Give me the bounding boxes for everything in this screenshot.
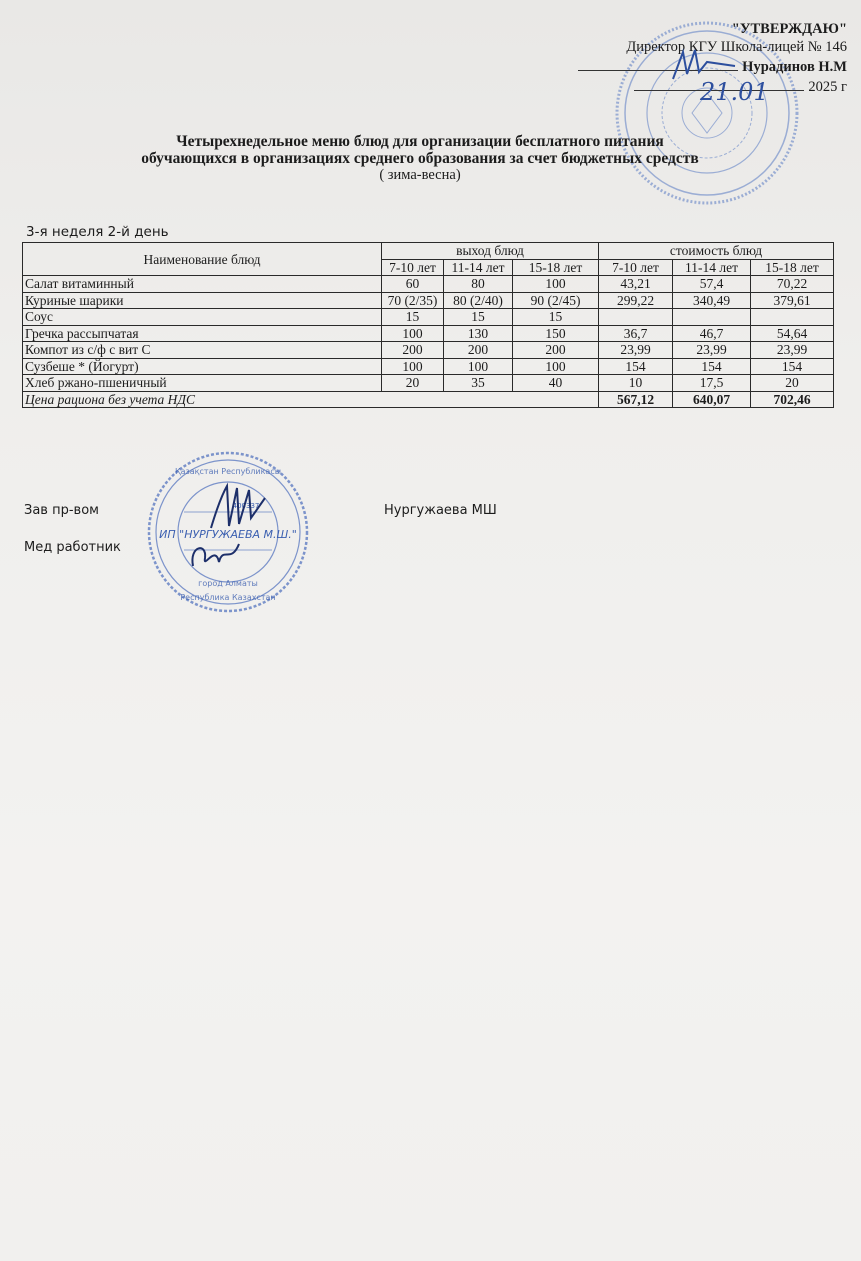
dish-name: Компот из с/ф с вит С [23,342,382,359]
approval-heading: "УТВЕРЖДАЮ" [731,21,847,37]
header-dish-name: Наименование блюд [23,243,382,276]
manager-name: Нургужаева МШ [384,503,497,518]
menu-table [22,242,834,408]
output-cell: 200 [444,342,513,359]
stamp-number: 400337 [232,502,260,510]
dish-name: Сузбеше * (Йогурт) [23,358,382,375]
output-cell: 130 [444,325,513,342]
manager-signature [205,478,275,538]
svg-text:Қазақстан Республикасы: Қазақстан Республикасы [174,467,282,476]
output-cell: 100 [513,358,599,375]
approval-name: Нурадинов Н.М [742,59,847,75]
stamp-center-text: ИП "НУРГУЖАЕВА М.Ш." [159,528,297,541]
header-cost: стоимость блюд [599,243,834,260]
output-cell: 60 [382,276,444,293]
header-cost-age-2: 11-14 лет [673,259,751,276]
cost-cell: 23,99 [673,342,751,359]
document-title [100,133,740,184]
output-cell: 200 [382,342,444,359]
output-cell: 70 (2/35) [382,292,444,309]
title-line-1: Четырехнедельное меню блюд для организации бесплатного питания [176,133,664,150]
output-cell: 150 [513,325,599,342]
output-cell: 15 [444,309,513,326]
entrepreneur-round-stamp [146,450,310,614]
cost-cell: 20 [751,375,834,392]
header-cost-age-3: 15-18 лет [751,259,834,276]
cost-cell: 154 [751,358,834,375]
cost-cell: 340,49 [673,292,751,309]
cost-cell: 57,4 [673,276,751,293]
cost-cell: 43,21 [599,276,673,293]
dish-name: Куриные шарики [23,292,382,309]
table-row [23,375,834,392]
output-cell: 100 [382,325,444,342]
output-cell: 100 [513,276,599,293]
header-output-age-1: 7-10 лет [382,259,444,276]
svg-text:Республика Казахстан: Республика Казахстан [180,593,276,602]
output-cell: 100 [444,358,513,375]
header-output-age-2: 11-14 лет [444,259,513,276]
cost-cell: 23,99 [599,342,673,359]
approval-position: Директор КГУ Школа-лицей № 146 [626,39,847,55]
output-cell: 80 (2/40) [444,292,513,309]
output-cell: 200 [513,342,599,359]
output-cell: 15 [382,309,444,326]
total-label: Цена рациона без учета НДС [23,391,599,408]
medic-label: Мед работник [24,540,121,555]
header-cost-age-1: 7-10 лет [599,259,673,276]
output-cell: 80 [444,276,513,293]
cost-cell: 17,5 [673,375,751,392]
cost-cell: 36,7 [599,325,673,342]
table-row [23,342,834,359]
table-row [23,292,834,309]
header-output-age-3: 15-18 лет [513,259,599,276]
approval-block [578,20,847,96]
total-cost-cell: 567,12 [599,391,673,408]
season: ( зима-весна) [379,167,461,183]
table-row [23,358,834,375]
cost-cell: 70,22 [751,276,834,293]
cost-cell: 379,61 [751,292,834,309]
total-cost-cell: 640,07 [673,391,751,408]
medic-signature [185,536,245,576]
dish-name: Хлеб ржано-пшеничный [23,375,382,392]
approval-year: 2025 г [808,79,847,95]
table-row [23,325,834,342]
output-cell: 100 [382,358,444,375]
cost-cell: 46,7 [673,325,751,342]
output-cell: 35 [444,375,513,392]
output-cell: 20 [382,375,444,392]
table-row [23,309,834,326]
total-cost-cell: 702,46 [751,391,834,408]
cost-cell: 154 [599,358,673,375]
output-cell: 90 (2/45) [513,292,599,309]
cost-cell: 23,99 [751,342,834,359]
dish-name: Гречка рассыпчатая [23,325,382,342]
output-cell: 15 [513,309,599,326]
date-line [634,76,804,91]
dish-name: Соус [23,309,382,326]
svg-text:город Алматы: город Алматы [198,579,258,588]
cost-cell: 54,64 [751,325,834,342]
cost-cell [751,309,834,326]
cost-cell: 154 [673,358,751,375]
handwritten-date: 21.01 [700,78,769,106]
manager-label: Зав пр-вом [24,503,99,518]
cost-cell [599,309,673,326]
week-day-label: 3-я неделя 2-й день [26,224,169,240]
title-line-2: обучающихся в организациях среднего образования за счет бюджетных средств [141,150,699,167]
total-row [23,391,834,408]
header-output: выход блюд [382,243,599,260]
signature-line [578,56,738,71]
table-row [23,276,834,293]
cost-cell: 299,22 [599,292,673,309]
dish-name: Салат витаминный [23,276,382,293]
cost-cell: 10 [599,375,673,392]
output-cell: 40 [513,375,599,392]
cost-cell [673,309,751,326]
